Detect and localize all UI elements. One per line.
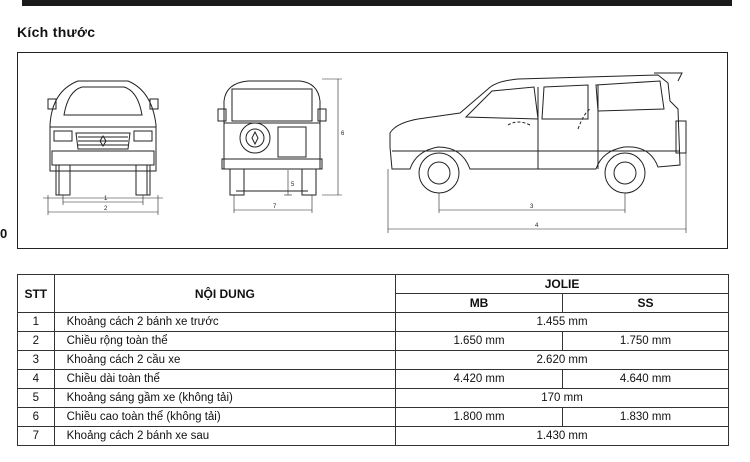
row-content: Khoảng sáng gầm xe (không tải): [54, 389, 395, 408]
row-value: 1.455 mm: [396, 313, 729, 332]
side-dimension-lines: [388, 153, 686, 233]
specification-table: [17, 274, 729, 446]
row-content: Chiều rộng toàn thể: [54, 332, 395, 351]
vehicle-dimension-diagram: [17, 52, 728, 249]
side-view-drawing: [390, 73, 686, 193]
front-view-drawing: [48, 81, 158, 195]
row-mb-value: 1.800 mm: [396, 408, 563, 427]
page-edge-mark: 0: [0, 226, 8, 241]
rear-label-7: 7: [273, 204, 277, 210]
table-row: [18, 313, 729, 332]
row-stt: 5: [18, 389, 55, 408]
row-content: Chiều dài toàn thể: [54, 370, 395, 389]
vehicle-drawings: [18, 53, 729, 250]
front-label-2: 2: [104, 206, 108, 212]
row-content: Khoảng cách 2 cầu xe: [54, 351, 395, 370]
row-ss-value: 1.830 mm: [563, 408, 729, 427]
row-value: 2.620 mm: [396, 351, 729, 370]
row-ss-value: 1.750 mm: [563, 332, 729, 351]
table-row: [18, 351, 729, 370]
header-content: NỘI DUNG: [54, 275, 395, 313]
table-row: [18, 427, 729, 446]
header-mb: MB: [396, 294, 563, 313]
header-ss: SS: [563, 294, 729, 313]
row-value: 1.430 mm: [396, 427, 729, 446]
side-label-4: 4: [535, 223, 539, 229]
table-row: [18, 370, 729, 389]
row-mb-value: 1.650 mm: [396, 332, 563, 351]
row-content: Khoảng cách 2 bánh xe trước: [54, 313, 395, 332]
rear-label-6: 6: [341, 131, 345, 137]
row-stt: 7: [18, 427, 55, 446]
side-label-3: 3: [530, 204, 534, 210]
row-stt: 6: [18, 408, 55, 427]
row-mb-value: 4.420 mm: [396, 370, 563, 389]
row-stt: 4: [18, 370, 55, 389]
rear-label-5: 5: [291, 182, 295, 188]
row-stt: 1: [18, 313, 55, 332]
row-ss-value: 4.640 mm: [563, 370, 729, 389]
row-value: 170 mm: [396, 389, 729, 408]
row-stt: 2: [18, 332, 55, 351]
table-row: [18, 332, 729, 351]
row-content: Chiều cao toàn thể (không tải): [54, 408, 395, 427]
table-row: [18, 389, 729, 408]
rear-view-drawing: [218, 81, 326, 195]
header-stt: STT: [18, 275, 55, 313]
row-content: Khoảng cách 2 bánh xe sau: [54, 427, 395, 446]
section-title: Kích thước: [17, 24, 96, 40]
header-model: JOLIE: [396, 275, 729, 294]
table-row: [18, 408, 729, 427]
front-label-1: 1: [104, 196, 108, 202]
top-header-bar: [22, 0, 732, 6]
front-dimension-lines: [43, 195, 163, 215]
row-stt: 3: [18, 351, 55, 370]
